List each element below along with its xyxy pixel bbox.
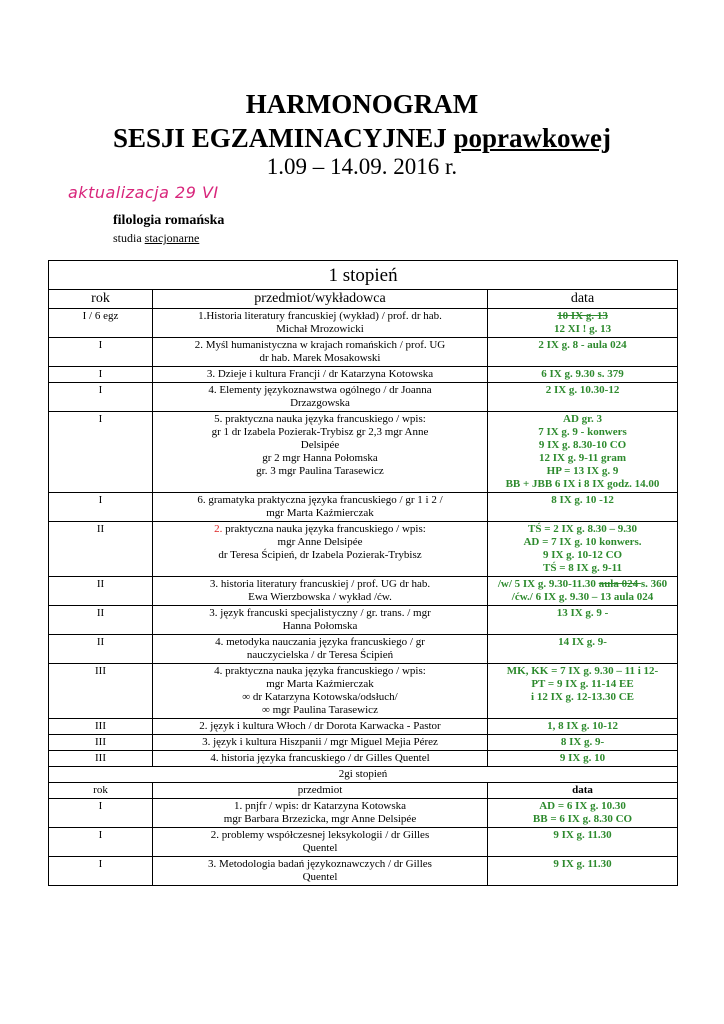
study-mode-underlined: stacjonarne bbox=[144, 231, 200, 245]
cell-line: gr 1 dr Izabela Pozierak-Trybisz gr 2,3 mgr Anne bbox=[211, 426, 429, 438]
cell-line: PT = 9 IX g. 11-14 EE bbox=[531, 678, 634, 690]
column-header: data bbox=[488, 783, 678, 799]
date-cell bbox=[488, 857, 678, 886]
cell-text: praktyczna nauka języka francuskiego / wpis: bbox=[225, 523, 426, 535]
date-cell bbox=[488, 828, 678, 857]
date-cell bbox=[488, 751, 678, 767]
study-mode-prefix: studia bbox=[113, 231, 145, 245]
date-cell bbox=[488, 522, 678, 577]
cell-line: 1. pnjfr / wpis: dr Katarzyna Kotowska bbox=[234, 800, 406, 812]
subject-cell bbox=[153, 799, 488, 828]
field-of-study: filologia romańska bbox=[113, 213, 225, 228]
rok-cell: III bbox=[49, 664, 153, 719]
cell-line: 4. Elementy językoznawstwa ogólnego / dr Joanna bbox=[208, 384, 432, 396]
table-row bbox=[49, 338, 678, 367]
rok-cell: III bbox=[49, 735, 153, 751]
cell-line: gr 2 mgr Hanna Połomska bbox=[262, 452, 378, 464]
subject-cell bbox=[153, 493, 488, 522]
struck-room: aula 024 bbox=[598, 578, 641, 590]
cell-line: gr. 3 mgr Paulina Tarasewicz bbox=[256, 465, 384, 477]
subject-cell bbox=[153, 664, 488, 719]
cell-line: 3. język francuski specjalistyczny / gr. trans. / mgr bbox=[209, 607, 431, 619]
table-row bbox=[49, 577, 678, 606]
table-row bbox=[49, 522, 678, 577]
rok-cell: I bbox=[49, 338, 153, 367]
cell-line: mgr Barbara Brzezicka, mgr Anne Delsipée bbox=[223, 813, 417, 825]
rok-cell: II bbox=[49, 635, 153, 664]
cell-line: i 12 IX g. 12-13.30 CE bbox=[531, 691, 634, 703]
date-cell bbox=[488, 664, 678, 719]
table-row bbox=[49, 493, 678, 522]
cell-line: 4. historia języka francuskiego / dr Gilles Quentel bbox=[210, 752, 430, 764]
cell-line: Quentel bbox=[302, 842, 338, 854]
cell-line: 9 IX g. 10-12 CO bbox=[542, 549, 623, 561]
column-header: data bbox=[488, 290, 678, 309]
subject-cell bbox=[153, 338, 488, 367]
section-2-title: 2gi stopień bbox=[49, 767, 678, 783]
cell-line: AD = 7 IX g. 10 konwers. bbox=[523, 536, 642, 548]
cell-line: AD = 6 IX g. 10.30 bbox=[539, 800, 626, 812]
date-cell bbox=[488, 606, 678, 635]
rok-cell: I bbox=[49, 493, 153, 522]
cell-line: 2. język i kultura Włoch / dr Dorota Karwacka - Pastor bbox=[199, 720, 441, 732]
date-cell bbox=[488, 799, 678, 828]
rok-cell: I / 6 egz bbox=[49, 309, 153, 338]
cell-line: 2. Myśl humanistyczna w krajach romańskich / prof. UG bbox=[194, 339, 446, 351]
cell-line: 9 IX g. 11.30 bbox=[553, 829, 612, 841]
subject-cell bbox=[153, 577, 488, 606]
subject-cell bbox=[153, 606, 488, 635]
cell-line: TŚ = 2 IX g. 8.30 – 9.30 bbox=[528, 523, 637, 535]
column-header: przedmiot/wykładowca bbox=[153, 290, 488, 309]
cell-line: MK, KK = 7 IX g. 9.30 – 11 i 12- bbox=[506, 665, 659, 677]
struck-date: 10 IX g. 13 bbox=[557, 310, 608, 322]
cell-line: mgr Anne Delsipée bbox=[277, 536, 363, 548]
rok-cell: I bbox=[49, 857, 153, 886]
subject-cell bbox=[153, 735, 488, 751]
cell-line: 14 IX g. 9- bbox=[558, 636, 607, 648]
cell-line: 2 IX g. 10.30-12 bbox=[545, 384, 620, 396]
column-header: rok bbox=[49, 290, 153, 309]
section-title-row bbox=[49, 767, 678, 783]
date-cell bbox=[488, 493, 678, 522]
table-row bbox=[49, 751, 678, 767]
cell-line: 9 IX g. 8.30-10 CO bbox=[538, 439, 627, 451]
cell-line: ∞ dr Katarzyna Kotowska/odsłuch/ bbox=[242, 691, 398, 703]
subject-cell bbox=[153, 751, 488, 767]
date-cell bbox=[488, 719, 678, 735]
date-cell bbox=[488, 577, 678, 606]
table-row bbox=[49, 383, 678, 412]
column-header: przedmiot bbox=[153, 783, 488, 799]
rok-cell: I bbox=[49, 383, 153, 412]
rok-cell: III bbox=[49, 751, 153, 767]
table-row bbox=[49, 367, 678, 383]
cell-line: mgr Marta Kaźmierczak bbox=[266, 507, 374, 519]
cell-line bbox=[156, 523, 484, 536]
cell-line: ∞ mgr Paulina Tarasewicz bbox=[262, 704, 378, 716]
cell-line: AD gr. 3 bbox=[563, 413, 603, 425]
table-row bbox=[49, 719, 678, 735]
subject-cell bbox=[153, 309, 488, 338]
update-note: aktualizacja 29 VI bbox=[68, 183, 219, 202]
cell-line: 12 XI ! g. 13 bbox=[553, 323, 612, 335]
cell-line: 4. praktyczna nauka języka francuskiego / wpis: bbox=[214, 665, 426, 677]
rok-cell: I bbox=[49, 367, 153, 383]
rok-cell: II bbox=[49, 577, 153, 606]
cell-line: 3. historia literatury francuskiej / prof. UG dr hab. bbox=[209, 578, 431, 590]
subtitle-underlined: poprawkowej bbox=[453, 123, 612, 153]
cell-line: 8 IX g. 9- bbox=[560, 736, 605, 748]
cell-line: 5. praktyczna nauka języka francuskiego / wpis: bbox=[214, 413, 426, 425]
cell-line: 1, 8 IX g. 10-12 bbox=[547, 720, 618, 732]
cell-line: Drzazgowska bbox=[290, 397, 350, 409]
date-part: s. 360 bbox=[640, 578, 668, 590]
subject-cell bbox=[153, 635, 488, 664]
cell-line: dr Teresa Ścipień, dr Izabela Pozierak-Trybisz bbox=[218, 549, 422, 561]
date-cell bbox=[488, 338, 678, 367]
date-cell bbox=[488, 367, 678, 383]
session-dates: 1.09 – 14.09. 2016 r. bbox=[266, 154, 458, 179]
cell-line: Delsipée bbox=[300, 439, 340, 451]
rok-cell: II bbox=[49, 522, 153, 577]
subject-cell bbox=[153, 367, 488, 383]
cell-line: Hanna Połomska bbox=[282, 620, 358, 632]
cell-line: 4. metodyka nauczania języka francuskiego / gr bbox=[215, 636, 425, 648]
cell-line: 8 IX g. 10 -12 bbox=[551, 494, 614, 506]
cell-line: /ćw./ 6 IX g. 9.30 – 13 aula 024 bbox=[511, 591, 654, 603]
subject-cell bbox=[153, 719, 488, 735]
cell-line: nauczycielska / dr Teresa Ścipień bbox=[246, 649, 394, 661]
document-subtitle bbox=[0, 122, 724, 154]
cell-line: BB = 6 IX g. 8.30 CO bbox=[532, 813, 633, 825]
table-row bbox=[49, 828, 678, 857]
header-row-2 bbox=[49, 783, 678, 799]
date-cell bbox=[488, 735, 678, 751]
cell-line: HP = 13 IX g. 9 bbox=[546, 465, 619, 477]
schedule-table bbox=[48, 260, 678, 886]
cell-line: 6 IX g. 9.30 s. 379 bbox=[541, 368, 624, 380]
cell-line: 1.Historia literatury francuskiej (wykład) / prof. dr hab. bbox=[198, 310, 442, 322]
rok-cell: II bbox=[49, 606, 153, 635]
date-cell bbox=[488, 635, 678, 664]
rok-cell: I bbox=[49, 412, 153, 493]
cell-line: TŚ = 8 IX g. 9-11 bbox=[543, 562, 623, 574]
rok-cell: III bbox=[49, 719, 153, 735]
section-title-row bbox=[49, 261, 678, 290]
table-row bbox=[49, 606, 678, 635]
cell-line: dr hab. Marek Mosakowski bbox=[259, 352, 381, 364]
cell-line: 3. Metodologia badań językoznawczych / dr Gilles bbox=[208, 858, 432, 870]
cell-line: 12 IX g. 9-11 gram bbox=[538, 452, 627, 464]
cell-line: 13 IX g. 9 - bbox=[556, 607, 609, 619]
date-cell bbox=[488, 412, 678, 493]
table-row bbox=[49, 309, 678, 338]
date-part: /w/ 5 IX g. 9.30-11.30 bbox=[497, 578, 599, 590]
subject-cell bbox=[153, 383, 488, 412]
table-row bbox=[49, 735, 678, 751]
table-row bbox=[49, 857, 678, 886]
cell-line: 3. język i kultura Hiszpanii / mgr Miguel Mejia Pérez bbox=[202, 736, 438, 748]
cell-line: 7 IX g. 9 - konwers bbox=[538, 426, 627, 438]
cell-line: 6. gramatyka praktyczna języka francuskiego / gr 1 i 2 / bbox=[197, 494, 443, 506]
cell-line: 2 IX g. 8 - aula 024 bbox=[538, 339, 627, 351]
header-row bbox=[49, 290, 678, 309]
cell-line: 9 IX g. 10 bbox=[559, 752, 606, 764]
item-number: 2. bbox=[214, 523, 226, 535]
subtitle-plain: SESJI EGZAMINACYJNEJ bbox=[112, 123, 454, 153]
date-cell bbox=[488, 383, 678, 412]
cell-line: Michał Mrozowicki bbox=[276, 323, 364, 335]
subject-cell bbox=[153, 522, 488, 577]
subject-cell bbox=[153, 828, 488, 857]
subject-cell bbox=[153, 412, 488, 493]
section-1-title: 1 stopień bbox=[49, 261, 678, 290]
column-header: rok bbox=[49, 783, 153, 799]
table-row bbox=[49, 664, 678, 719]
table-row bbox=[49, 799, 678, 828]
table-row bbox=[49, 412, 678, 493]
cell-line: Quentel bbox=[302, 871, 338, 883]
table-row bbox=[49, 635, 678, 664]
cell-line bbox=[491, 578, 674, 591]
study-mode bbox=[113, 231, 199, 246]
cell-line: 9 IX g. 11.30 bbox=[553, 858, 612, 870]
rok-cell: I bbox=[49, 799, 153, 828]
date-cell bbox=[488, 309, 678, 338]
cell-line: BB + JBB 6 IX i 8 IX godz. 14.00 bbox=[505, 478, 660, 490]
cell-line: 3. Dzieje i kultura Francji / dr Katarzyna Kotowska bbox=[206, 368, 434, 380]
subject-cell bbox=[153, 857, 488, 886]
cell-line: 2. problemy współczesnej leksykologii / dr Gilles bbox=[210, 829, 430, 841]
cell-line: mgr Marta Kaźmierczak bbox=[266, 678, 374, 690]
document-title: HARMONOGRAM bbox=[245, 89, 479, 119]
cell-line: Ewa Wierzbowska / wykład /ćw. bbox=[248, 591, 392, 603]
rok-cell: I bbox=[49, 828, 153, 857]
